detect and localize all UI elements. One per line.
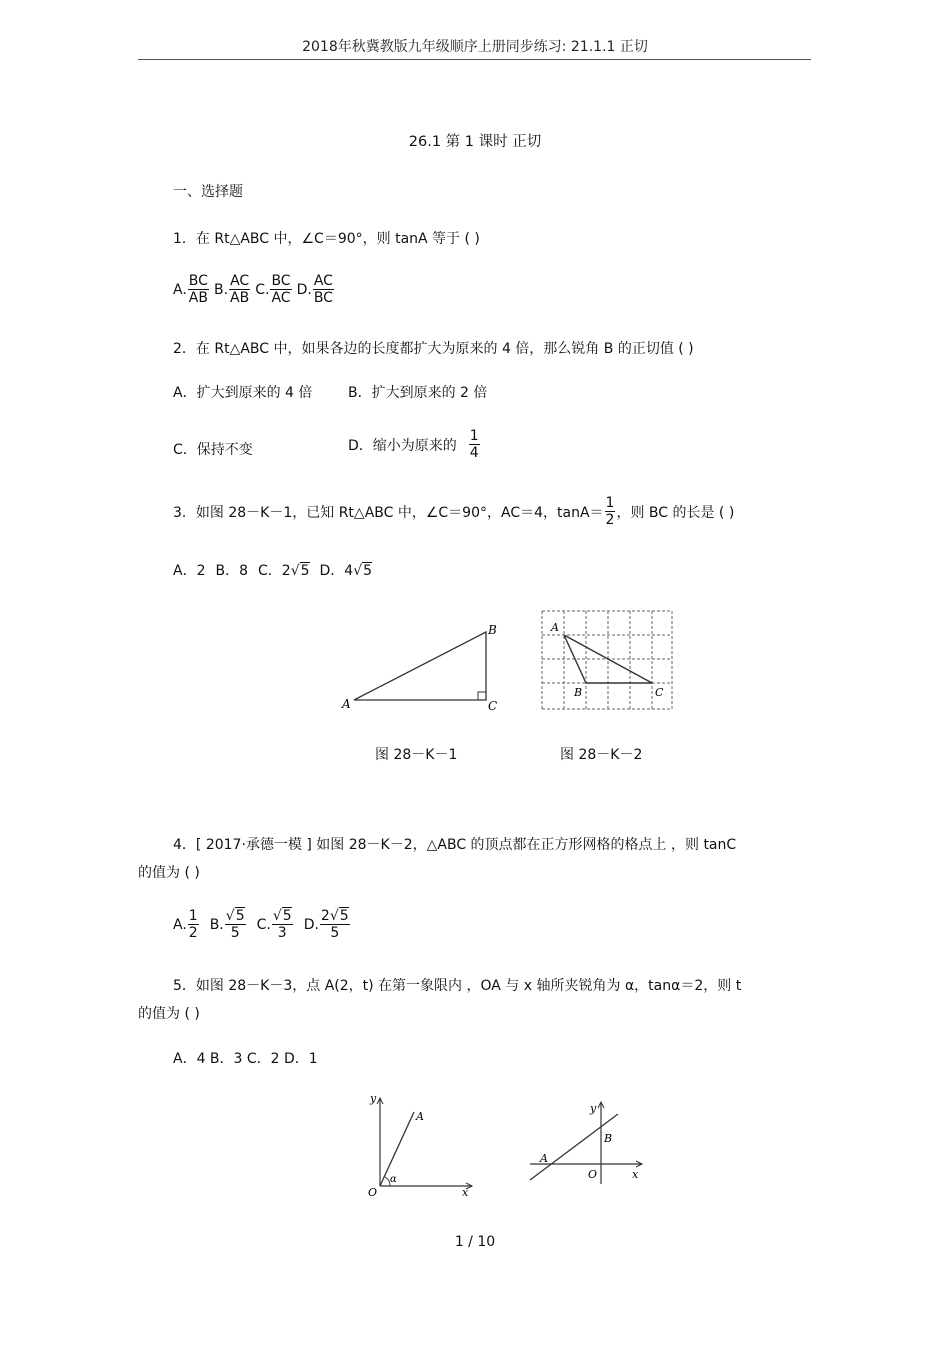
question-2-option-a: A．扩大到原来的 4 倍 bbox=[173, 385, 313, 401]
question-4-options bbox=[173, 908, 351, 941]
question-1-text: 1．在 Rt△ABC 中，∠C＝90°，则 tanA 等于 ( ) bbox=[173, 231, 480, 247]
option-c-label: C. bbox=[256, 916, 271, 933]
option-d: D．4√5 bbox=[319, 563, 373, 579]
option-d-fraction: $\frac{2√5}{5}$ bbox=[320, 908, 349, 942]
header-rule bbox=[138, 59, 811, 60]
option-c-fraction: $\frac{√5}{3}$ bbox=[272, 908, 292, 942]
option-a: A．2 bbox=[173, 563, 206, 579]
figure-4-label-x: x bbox=[632, 1168, 639, 1181]
figure-1-triangle bbox=[338, 620, 508, 715]
figure-4-label-a: A bbox=[540, 1152, 548, 1165]
figure-2-caption: 图 28－K－2 bbox=[560, 747, 643, 763]
option-b-label: B. bbox=[213, 281, 229, 298]
question-5-options: A．4 B．3 C．2 D．1 bbox=[173, 1051, 318, 1067]
option-b-fraction: $\frac{AC}{AB}$ bbox=[230, 273, 250, 307]
option-c: C．2√5 bbox=[258, 563, 310, 579]
option-a-fraction: $\frac{1}{2}$ bbox=[188, 908, 198, 942]
page-header: 2018年秋冀教版九年级顺序上册同步练习: 21.1.1 正切 bbox=[302, 39, 648, 55]
figure-1-label-b: B bbox=[488, 623, 497, 637]
option-d-text: D．缩小为原来的 bbox=[348, 437, 457, 454]
question-2-option-d bbox=[348, 428, 481, 461]
question-1-options bbox=[173, 273, 335, 306]
question-5-line-2: 的值为 ( ) bbox=[138, 1006, 200, 1022]
figure-2-label-a: A bbox=[551, 621, 559, 634]
figure-4-line-graph bbox=[524, 1094, 649, 1190]
question-4-line-1: 4．[ 2017·承德一模 ] 如图 28－K－2，△ABC 的顶点都在正方形网格的格点上 ，则 tanC bbox=[173, 837, 737, 853]
figure-2-grid bbox=[538, 607, 678, 713]
question-3-options bbox=[173, 560, 372, 580]
question-2-option-c: C．保持不变 bbox=[173, 442, 253, 458]
figure-3-label-a: A bbox=[416, 1110, 424, 1123]
option-d-label: D. bbox=[303, 916, 319, 933]
page-number: 1 / 10 bbox=[454, 1234, 496, 1250]
option-d-label: D. bbox=[296, 281, 312, 298]
option-b: B．8 bbox=[215, 563, 248, 579]
figure-1-caption: 图 28－K－1 bbox=[375, 747, 458, 763]
question-2-text: 2．在 Rt△ABC 中，如果各边的长度都扩大为原来的 4 倍，那么锐角 B 的正切值 ( ) bbox=[173, 341, 694, 357]
option-b-fraction: $\frac{√5}{5}$ bbox=[225, 908, 245, 942]
figure-2-label-b: B bbox=[574, 686, 583, 699]
question-5-line-1: 5．如图 28－K－3，点 A(2，t) 在第一象限内 ，OA 与 x 轴所夹锐角为 α，tanα＝2，则 t bbox=[173, 978, 742, 994]
figure-2-label-c: C bbox=[655, 686, 664, 699]
option-b-label: B. bbox=[209, 916, 224, 933]
question-3-post: ，则 BC 的长是 ( ) bbox=[616, 504, 735, 521]
figure-4-label-b: B bbox=[604, 1132, 613, 1145]
section-heading: 一、选择题 bbox=[173, 184, 243, 200]
question-4-line-2: 的值为 ( ) bbox=[138, 865, 200, 881]
lesson-title: 26.1 第 1 课时 正切 bbox=[408, 134, 542, 150]
figure-1-label-a: A bbox=[342, 697, 351, 711]
figure-3-coordinate-angle bbox=[362, 1090, 477, 1202]
figure-3-label-x: x bbox=[462, 1186, 469, 1199]
figure-4-label-y: y bbox=[590, 1102, 597, 1115]
option-a-fraction: $\frac{BC}{AB}$ bbox=[188, 273, 208, 307]
figure-3-label-y: y bbox=[370, 1092, 377, 1105]
question-3-fraction: $\frac{1}{2}$ bbox=[605, 495, 615, 529]
option-d-fraction: $\frac{1}{4}$ bbox=[469, 428, 479, 462]
figure-4-label-o: O bbox=[588, 1168, 598, 1181]
question-3-text bbox=[173, 495, 734, 528]
question-3-pre: 3．如图 28－K－1，已知 Rt△ABC 中，∠C＝90°，AC＝4，tanA＝ bbox=[173, 504, 604, 521]
figure-3-label-o: O bbox=[368, 1186, 378, 1199]
option-c-fraction: $\frac{BC}{AC}$ bbox=[271, 273, 291, 307]
option-a-label: A. bbox=[173, 916, 187, 933]
option-c-label: C. bbox=[255, 281, 270, 298]
option-d-fraction: $\frac{AC}{BC}$ bbox=[313, 273, 333, 307]
option-a-label: A. bbox=[173, 281, 187, 298]
figure-3-label-alpha: α bbox=[390, 1174, 397, 1185]
figure-1-label-c: C bbox=[488, 699, 498, 713]
question-2-option-b: B．扩大到原来的 2 倍 bbox=[348, 385, 488, 401]
